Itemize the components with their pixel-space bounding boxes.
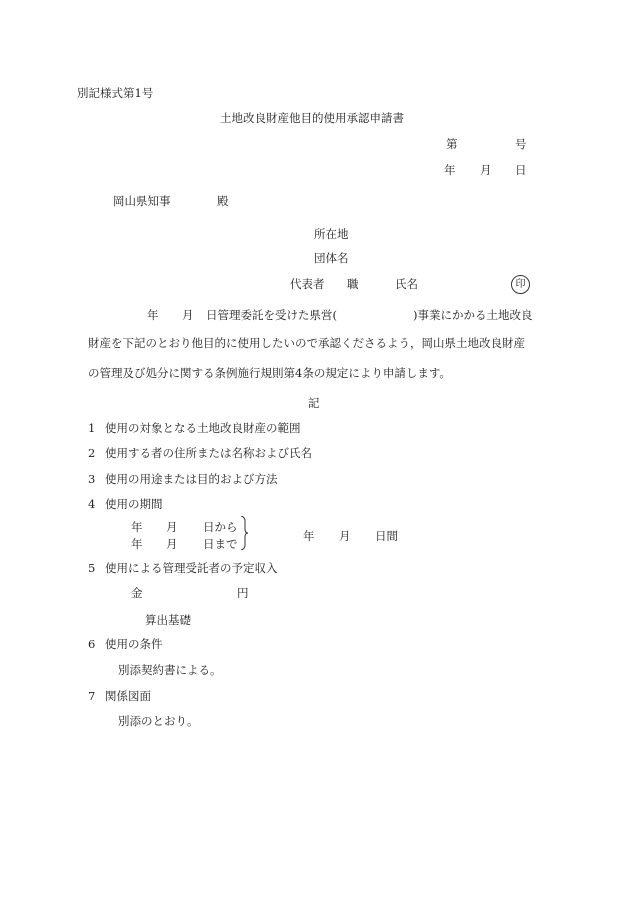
document-title: 土地改良財産他目的使用承認申請書 bbox=[220, 111, 404, 125]
right-brace-icon bbox=[240, 516, 248, 550]
addressee-name: 岡山県知事 bbox=[113, 194, 171, 208]
income-en: 円 bbox=[237, 586, 249, 600]
item-7-number: 7 bbox=[88, 689, 96, 703]
addressee-honorific: 殿 bbox=[217, 194, 229, 208]
representative-label: 代表者 bbox=[290, 277, 325, 291]
position-label: 職 bbox=[347, 277, 359, 291]
seal-mark: 印 bbox=[511, 275, 530, 294]
doc-number-dai: 第 bbox=[446, 137, 458, 151]
item-1-number: 1 bbox=[88, 421, 96, 435]
doc-number-go: 号 bbox=[515, 137, 527, 151]
item-7-detail: 別添のとおり。 bbox=[118, 714, 199, 728]
period-total-days: 日間 bbox=[375, 529, 398, 543]
period-from-month: 月 bbox=[166, 520, 178, 534]
date-month: 月 bbox=[480, 163, 492, 177]
item-4-number: 4 bbox=[88, 497, 96, 511]
item-2-number: 2 bbox=[88, 446, 96, 460]
body-line1-close: )事業にかかる土地改良 bbox=[413, 308, 533, 322]
item-3-text: 使用の用途または目的および方法 bbox=[105, 472, 278, 486]
date-day: 日 bbox=[515, 163, 527, 177]
item-6-text: 使用の条件 bbox=[105, 637, 163, 651]
item-5-number: 5 bbox=[88, 561, 96, 575]
period-from-year: 年 bbox=[131, 520, 143, 534]
period-to-year: 年 bbox=[131, 537, 143, 551]
body-line2: 財産を下記のとおり他目的に使用したいので承認くださるよう，岡山県土地改良財産 bbox=[88, 336, 525, 350]
body-year: 年 bbox=[147, 308, 159, 322]
item-3-number: 3 bbox=[88, 472, 96, 486]
period-total-year: 年 bbox=[303, 529, 315, 543]
period-to-month: 月 bbox=[166, 537, 178, 551]
organization-label: 団体名 bbox=[314, 251, 349, 265]
item-6-detail: 別添契約書による。 bbox=[118, 663, 222, 677]
income-basis: 算出基礎 bbox=[145, 613, 191, 627]
item-1-text: 使用の対象となる土地改良財産の範囲 bbox=[105, 421, 301, 435]
body-month: 月 bbox=[182, 308, 194, 322]
date-year: 年 bbox=[444, 163, 456, 177]
form-number: 別記様式第1号 bbox=[77, 86, 154, 100]
body-line3: の管理及び処分に関する条例施行規則第4条の規定により申請します。 bbox=[88, 366, 451, 380]
income-kin: 金 bbox=[131, 586, 143, 600]
period-to-day: 日まで bbox=[203, 537, 238, 551]
period-total-month: 月 bbox=[339, 529, 351, 543]
body-line1-text: 日管理委託を受けた県営( bbox=[206, 308, 337, 322]
item-2-text: 使用する者の住所または名称および氏名 bbox=[105, 446, 312, 460]
address-label: 所在地 bbox=[314, 227, 349, 241]
ki-heading: 記 bbox=[308, 396, 320, 410]
item-4-text: 使用の期間 bbox=[105, 497, 163, 511]
period-from-day: 日から bbox=[203, 520, 238, 534]
item-6-number: 6 bbox=[88, 637, 96, 651]
item-7-text: 関係図面 bbox=[105, 689, 151, 703]
name-label: 氏名 bbox=[395, 277, 418, 291]
item-5-text: 使用による管理受託者の予定収入 bbox=[105, 561, 278, 575]
